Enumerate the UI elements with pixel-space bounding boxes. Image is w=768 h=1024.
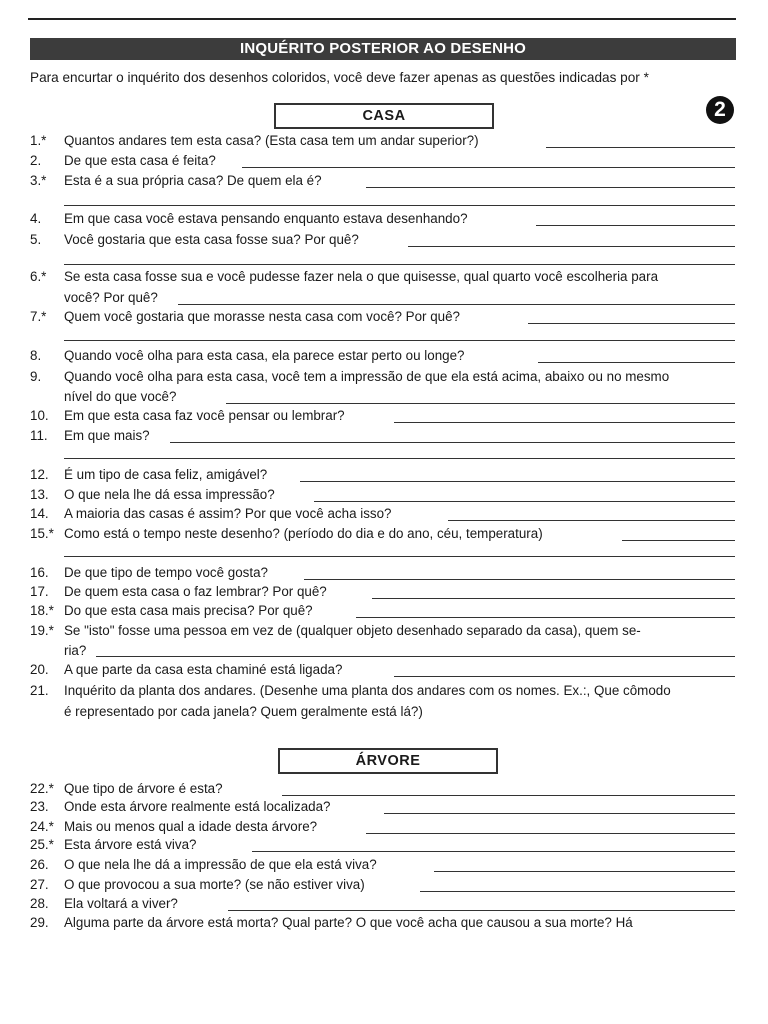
answer-line[interactable]: [178, 304, 735, 305]
answer-line[interactable]: [304, 579, 735, 580]
question-9-continuation: nível do que você?: [64, 389, 177, 404]
question-4: [0, 210, 768, 230]
question-number: 18.*: [30, 603, 54, 618]
question-28: [0, 895, 768, 915]
page-title: INQUÉRITO POSTERIOR AO DESENHO: [30, 38, 736, 60]
question-text: Quantos andares tem esta casa? (Esta casa tem um andar superior?): [64, 133, 479, 148]
answer-line-extra[interactable]: [64, 556, 735, 557]
question-number: 26.: [30, 857, 49, 872]
answer-line[interactable]: [372, 598, 735, 599]
question-number: 1.*: [30, 133, 47, 148]
question-number: 11.: [30, 428, 48, 443]
question-text: A que parte da casa esta chaminé está ligada?: [64, 662, 343, 677]
answer-line[interactable]: [96, 656, 735, 657]
question-text: Em que casa você estava pensando enquanto estava desenhando?: [64, 211, 468, 226]
answer-line[interactable]: [314, 501, 735, 502]
question-text: O que provocou a sua morte? (se não estiver viva): [64, 877, 365, 892]
question-number: 20.: [30, 662, 49, 677]
question-16: [0, 564, 768, 584]
question-number: 15.*: [30, 526, 54, 541]
answer-line-extra[interactable]: [64, 458, 735, 459]
question-6: [0, 268, 768, 288]
question-number: 25.*: [30, 837, 54, 852]
question-7: [0, 308, 768, 328]
question-text: Que tipo de árvore é esta?: [64, 781, 223, 796]
intro-text: Para encurtar o inquérito dos desenhos coloridos, você deve fazer apenas as questões indicadas por *: [30, 70, 649, 85]
question-18: [0, 602, 768, 622]
answer-line[interactable]: [538, 362, 735, 363]
question-11: [0, 427, 768, 447]
answer-line[interactable]: [252, 851, 735, 852]
question-19-continuation: ria?: [64, 643, 87, 658]
section-title-arvore: ÁRVORE: [278, 748, 498, 774]
question-text: Como está o tempo neste desenho? (período do dia e do ano, céu, temperatura): [64, 526, 543, 541]
question-20: [0, 661, 768, 681]
question-number: 3.*: [30, 173, 47, 188]
answer-line[interactable]: [226, 403, 735, 404]
question-17: [0, 583, 768, 603]
question-number: 27.: [30, 877, 49, 892]
question-14: [0, 505, 768, 525]
question-number: 19.*: [30, 623, 54, 638]
question-number: 16.: [30, 565, 49, 580]
question-text: Quando você olha para esta casa, ela parece estar perto ou longe?: [64, 348, 465, 363]
question-21-continuation: é representado por cada janela? Quem geralmente está lá?): [64, 704, 423, 719]
question-24: [0, 818, 768, 838]
question-number: 4.: [30, 211, 42, 226]
answer-line[interactable]: [228, 910, 735, 911]
question-text: É um tipo de casa feliz, amigável?: [64, 467, 268, 482]
answer-line-extra[interactable]: [64, 264, 735, 265]
page-number-badge: 2: [706, 96, 734, 124]
question-text: Ela voltará a viver?: [64, 896, 178, 911]
answer-line[interactable]: [300, 481, 735, 482]
answer-line[interactable]: [366, 187, 735, 188]
answer-line[interactable]: [420, 891, 735, 892]
question-text: De que tipo de tempo você gosta?: [64, 565, 268, 580]
question-number: 28.: [30, 896, 49, 911]
question-text: Quem você gostaria que morasse nesta casa com você? Por quê?: [64, 309, 460, 324]
question-26: [0, 856, 768, 876]
question-text: Do que esta casa mais precisa? Por quê?: [64, 603, 313, 618]
answer-line[interactable]: [384, 813, 735, 814]
answer-line[interactable]: [448, 520, 735, 521]
question-text: Em que esta casa faz você pensar ou lembrar?: [64, 408, 345, 423]
question-10: [0, 407, 768, 427]
answer-line[interactable]: [170, 442, 735, 443]
question-text: Em que mais?: [64, 428, 150, 443]
answer-line[interactable]: [394, 422, 735, 423]
question-8: [0, 347, 768, 367]
answer-line-extra[interactable]: [64, 340, 735, 341]
answer-line[interactable]: [546, 147, 735, 148]
question-22: [0, 780, 768, 800]
question-text: De quem esta casa o faz lembrar? Por quê?: [64, 584, 327, 599]
question-text: Esta é a sua própria casa? De quem ela é?: [64, 173, 322, 188]
question-number: 10.: [30, 408, 49, 423]
question-number: 23.: [30, 799, 49, 814]
question-25: [0, 836, 768, 856]
question-number: 9.: [30, 369, 42, 384]
question-13: [0, 486, 768, 506]
question-text: Quando você olha para esta casa, você tem a impressão de que ela está acima, abaixo ou no mesmo: [64, 369, 670, 384]
question-9: [0, 368, 768, 388]
question-text: Inquérito da planta dos andares. (Desenhe uma planta dos andares com os nomes. Ex.:, Que cômodo: [64, 683, 671, 698]
question-text: De que esta casa é feita?: [64, 153, 216, 168]
question-number: 13.: [30, 487, 49, 502]
question-21: [0, 682, 768, 702]
answer-line[interactable]: [366, 833, 735, 834]
question-number: 21.: [30, 683, 49, 698]
question-number: 29.: [30, 915, 49, 930]
answer-line[interactable]: [242, 167, 735, 168]
question-5: [0, 231, 768, 251]
question-text: Se esta casa fosse sua e você pudesse fazer nela o que quisesse, qual quarto você escolheria para: [64, 269, 659, 284]
question-text: Onde esta árvore realmente está localizada?: [64, 799, 331, 814]
answer-line[interactable]: [356, 617, 735, 618]
question-number: 5.: [30, 232, 42, 247]
question-number: 2.: [30, 153, 42, 168]
section-title-casa: CASA: [274, 103, 494, 129]
question-1: [0, 132, 768, 152]
question-number: 24.*: [30, 819, 54, 834]
question-6-continuation: você? Por quê?: [64, 290, 158, 305]
top-rule: [28, 18, 736, 20]
question-19: [0, 622, 768, 642]
answer-line[interactable]: [622, 540, 735, 541]
question-text: O que nela lhe dá a impressão de que ela está viva?: [64, 857, 377, 872]
answer-line[interactable]: [408, 246, 735, 247]
question-23: [0, 798, 768, 818]
question-text: Esta árvore está viva?: [64, 837, 197, 852]
question-29: [0, 914, 768, 934]
question-text: O que nela lhe dá essa impressão?: [64, 487, 275, 502]
question-2: [0, 152, 768, 172]
answer-line[interactable]: [394, 676, 735, 677]
question-number: 7.*: [30, 309, 47, 324]
question-number: 6.*: [30, 269, 47, 284]
answer-line[interactable]: [536, 225, 735, 226]
answer-line[interactable]: [434, 871, 735, 872]
question-number: 14.: [30, 506, 49, 521]
question-3: [0, 172, 768, 192]
question-number: 22.*: [30, 781, 54, 796]
question-text: Você gostaria que esta casa fosse sua? Por quê?: [64, 232, 359, 247]
answer-line[interactable]: [528, 323, 735, 324]
question-12: [0, 466, 768, 486]
answer-line-extra[interactable]: [64, 205, 735, 206]
question-text: Mais ou menos qual a idade desta árvore?: [64, 819, 318, 834]
question-15: [0, 525, 768, 545]
question-text: Alguma parte da árvore está morta? Qual parte? O que você acha que causou a sua morte? Há: [64, 915, 633, 930]
question-number: 12.: [30, 467, 49, 482]
question-text: Se "isto" fosse uma pessoa em vez de (qualquer objeto desenhado separado da casa), quem se-: [64, 623, 641, 638]
answer-line[interactable]: [282, 795, 735, 796]
question-text: A maioria das casas é assim? Por que você acha isso?: [64, 506, 392, 521]
question-number: 8.: [30, 348, 42, 363]
question-27: [0, 876, 768, 896]
question-number: 17.: [30, 584, 49, 599]
